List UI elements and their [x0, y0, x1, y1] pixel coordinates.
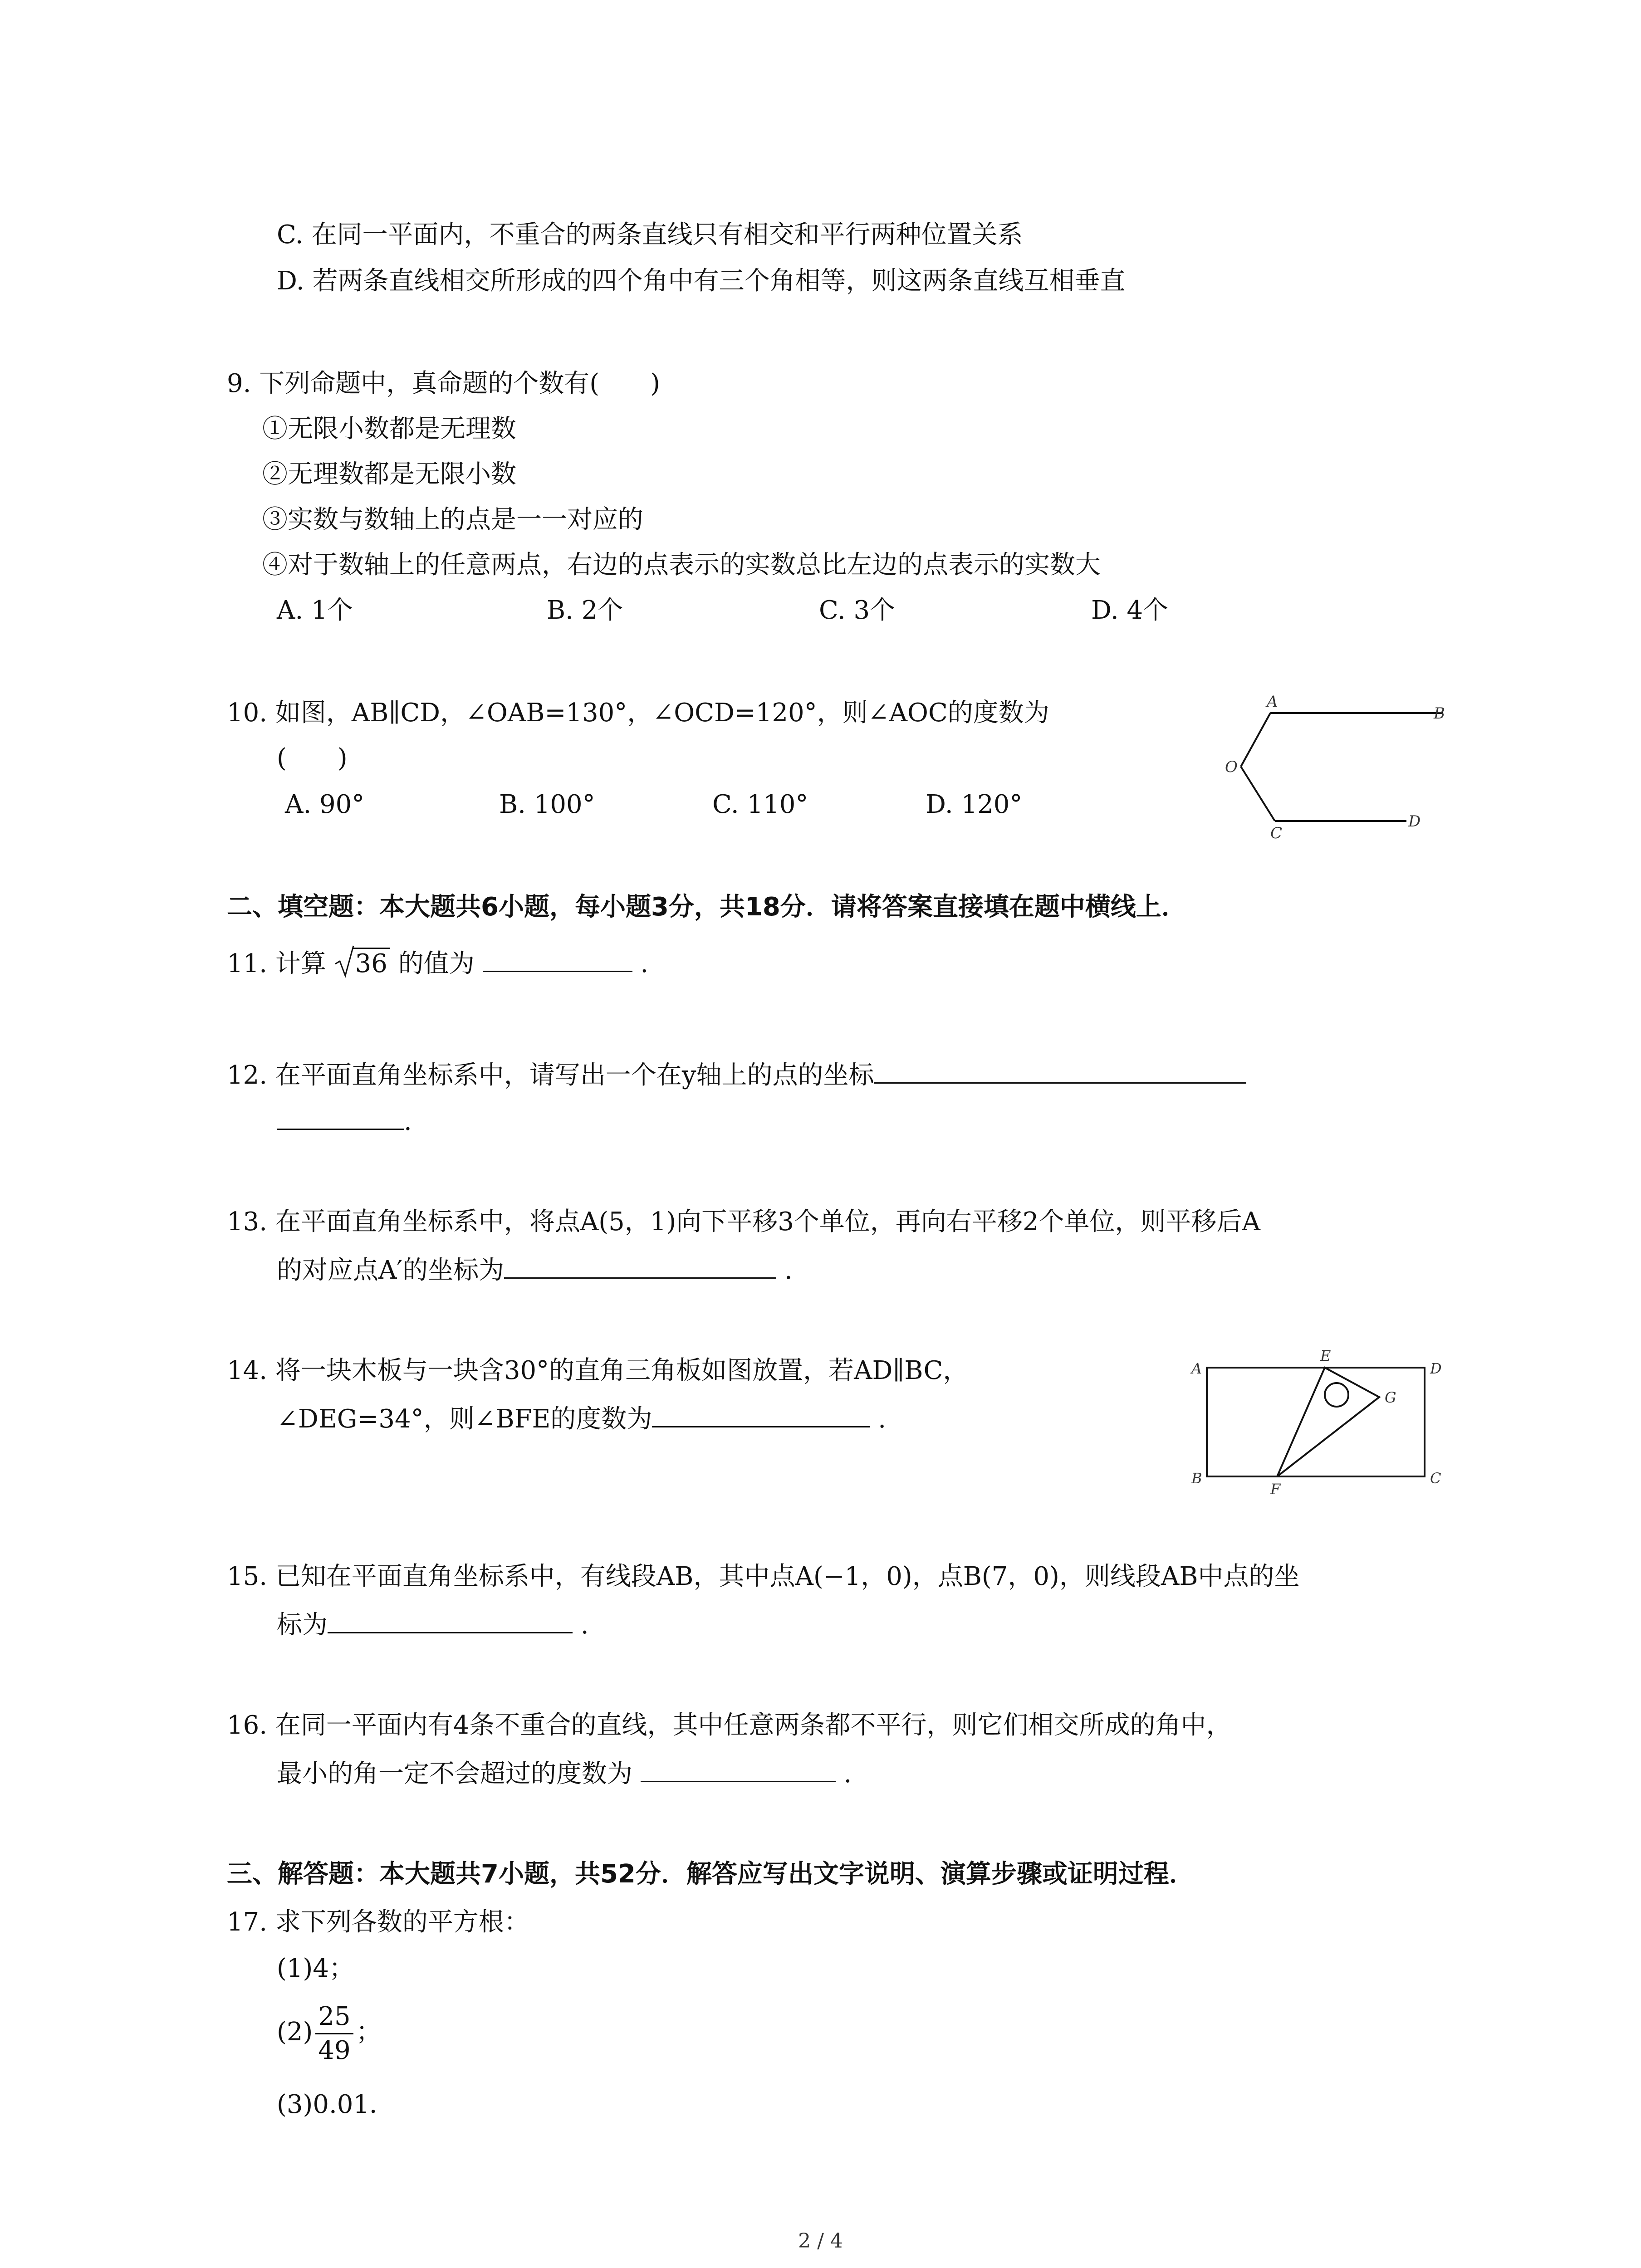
q10-option-b: B. 100°	[499, 790, 595, 819]
q10-paren: ( )	[277, 743, 348, 773]
q11-radicand: 36	[353, 948, 390, 978]
q10-label-c: C	[1270, 824, 1283, 839]
q16-line1: 16. 在同一平面内有4条不重合的直线，其中任意两条都不平行，则它们相交所成的角中，	[227, 1711, 1232, 1740]
q11	[227, 943, 648, 982]
q14-label-c: C	[1430, 1470, 1441, 1487]
q14-line2	[277, 1399, 886, 1437]
q10-figure	[1216, 689, 1461, 839]
q12-text: 12. 在平面直角坐标系中，请写出一个在y轴上的点的坐标	[227, 1061, 874, 1090]
q16-end: .	[843, 1759, 852, 1789]
q14-label-d: D	[1430, 1360, 1442, 1377]
q15-answer-blank[interactable]	[328, 1605, 573, 1633]
section-2-heading: 二、填空题：本大题共6小题，每小题3分，共18分．请将答案直接填在题中横线上．	[227, 892, 1187, 922]
q14-label-g: G	[1385, 1389, 1396, 1406]
q15-line1: 15. 已知在平面直角坐标系中，有线段AB，其中点A(−1，0)，点B(7，0)，则线段AB中点的坐	[227, 1562, 1300, 1591]
q15-text: 标为	[277, 1610, 328, 1640]
q14-label-b: B	[1191, 1470, 1202, 1487]
section-3-heading: 三、解答题：本大题共7小题，共52分．解答应写出文字说明、演算步骤或证明过程．	[227, 1859, 1195, 1889]
q9-statement-2: ②无理数都是无限小数	[262, 459, 516, 489]
q16-answer-blank[interactable]	[641, 1754, 836, 1782]
q14-label-f: F	[1270, 1481, 1281, 1497]
q17-numerator: 25	[315, 2000, 353, 2034]
page-number: 2 / 4	[798, 2229, 843, 2253]
q17-part-1: (1)4；	[277, 1954, 354, 1983]
q10-label-o: O	[1225, 758, 1238, 776]
q12	[227, 1055, 1246, 1094]
q17-fraction	[315, 2000, 353, 2067]
q13-end: .	[784, 1256, 793, 1285]
q8-option-c: C. 在同一平面内，不重合的两条直线只有相交和平行两种位置关系	[277, 220, 1023, 249]
q9-option-c: C. 3个	[819, 596, 896, 625]
q14-label-e: E	[1320, 1347, 1331, 1364]
q10-label-d: D	[1408, 812, 1421, 831]
q9-statement-3: ③实数与数轴上的点是一一对应的	[262, 505, 643, 534]
q14-label-a: A	[1191, 1360, 1202, 1377]
q11-post: 的值为	[398, 949, 475, 978]
q11-pre: 11. 计算	[227, 949, 326, 978]
q12-answer-blank-2[interactable]	[277, 1101, 404, 1130]
q13-line1: 13. 在平面直角坐标系中，将点A(5，1)向下平移3个单位，再向右平移2个单位，则平移后A	[227, 1207, 1260, 1237]
q12-answer-blank-1[interactable]	[874, 1055, 1246, 1084]
q14-text: ∠DEG=34°，则∠BFE的度数为	[277, 1404, 652, 1434]
q9-statement-4: ④对于数轴上的任意两点，右边的点表示的实数总比左边的点表示的实数大	[262, 550, 1101, 580]
q17-part-2-end: ；	[356, 2017, 382, 2047]
q17-part-2-label: (2)	[277, 2017, 313, 2047]
q15-line2	[277, 1605, 589, 1643]
q11-answer-blank[interactable]	[483, 943, 632, 972]
q10-option-d: D. 120°	[926, 790, 1023, 819]
q10-label-b: B	[1434, 704, 1445, 723]
q11-sqrt	[334, 946, 390, 982]
q14-figure	[1180, 1343, 1452, 1497]
q16-text: 最小的角一定不会超过的度数为	[277, 1759, 632, 1789]
q14-line1: 14. 将一块木板与一块含30°的直角三角板如图放置，若AD∥BC，	[227, 1356, 969, 1385]
q10-option-c: C. 110°	[712, 790, 808, 819]
q17-part-3: (3)0.01．	[277, 2090, 395, 2119]
q14-answer-blank[interactable]	[652, 1399, 870, 1427]
q17-stem: 17. 求下列各数的平方根：	[227, 1907, 529, 1937]
q10-stem: 10. 如图，AB∥CD，∠OAB=130°，∠OCD=120°，则∠AOC的度数为	[227, 698, 1049, 728]
q13-line2	[277, 1250, 793, 1289]
q14-end: .	[878, 1404, 887, 1434]
q13-text: 的对应点A′的坐标为	[277, 1256, 505, 1285]
q13-answer-blank[interactable]	[504, 1250, 776, 1279]
q17-denominator: 49	[318, 2036, 351, 2065]
q12-end: .	[404, 1107, 412, 1136]
q9-option-b: B. 2个	[547, 596, 623, 625]
q9-option-a: A. 1个	[277, 596, 353, 625]
q12-line2	[277, 1101, 412, 1140]
q11-end: .	[640, 949, 649, 978]
q9-stem: 9. 下列命题中，真命题的个数有( )	[227, 369, 660, 398]
q8-option-d: D. 若两条直线相交所形成的四个角中有三个角相等，则这两条直线互相垂直	[277, 266, 1126, 296]
q15-end: .	[580, 1610, 589, 1640]
q10-option-a: A. 90°	[285, 790, 365, 819]
q9-statement-1: ①无限小数都是无理数	[262, 414, 516, 444]
q17-part-2	[277, 1996, 382, 2068]
q16-line2	[277, 1754, 852, 1792]
q10-label-a: A	[1267, 693, 1278, 711]
q9-option-d: D. 4个	[1091, 596, 1169, 625]
